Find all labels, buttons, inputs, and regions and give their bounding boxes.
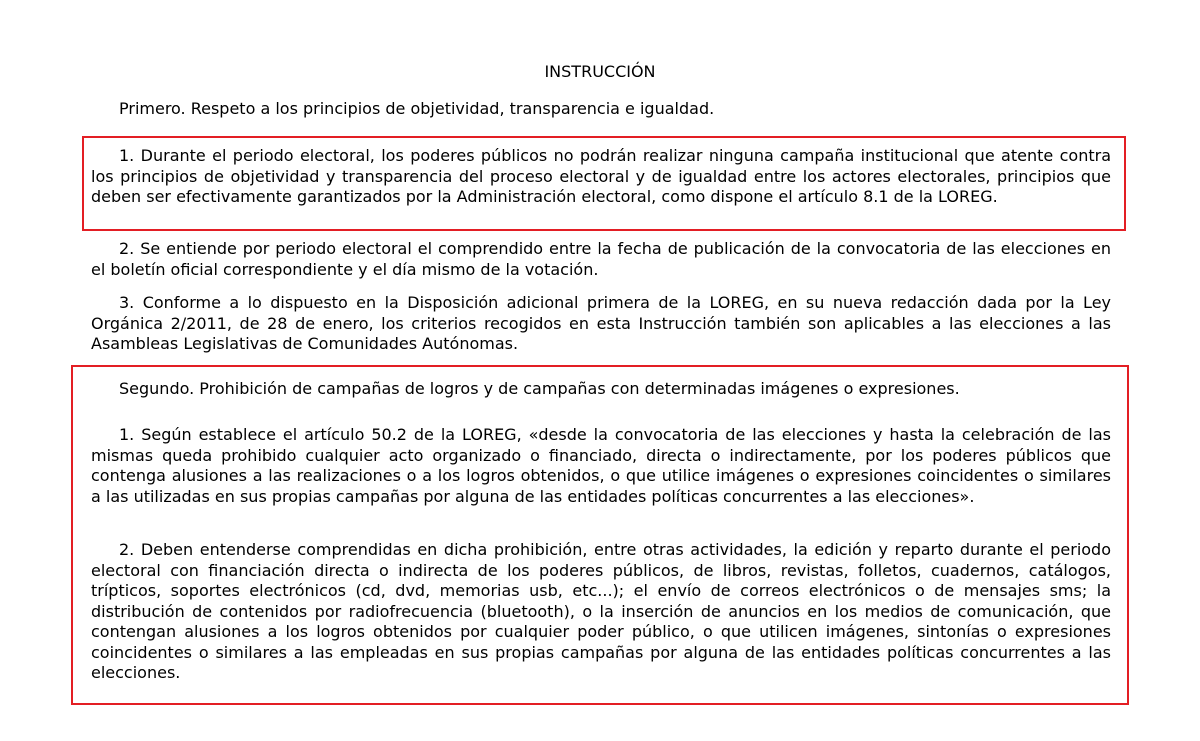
paragraph-2-2: 2. Deben entenderse comprendidas en dicha prohibición, entre otras actividades, la edición y reparto durante el periodo electoral con financiación directa o indirecta de los poderes públicos, de libros, revistas, folletos, cuadernos, catálogos, trípticos, soportes electrónicos (cd, dvd, memorias usb, etc...); el envío de correos electrónicos o de mensajes sms; la distribución de contenidos por radiofrecuencia (bluetooth), o la inserción de anuncios en los medios de comunicación, que contengan alusiones a los logros obtenidos por cualquier poder público, o que utilicen imágenes, sintonías o expresiones coincidentes o similares a las empleadas en sus propias campañas por alguna de las entidades políticas concurrentes a las elecciones. — [91, 540, 1111, 682]
paragraph-1-3: 3. Conforme a lo dispuesto en la Disposición adicional primera de la LOREG, en su nueva redacción dada por la Ley Orgánica 2/2011, de 28 de enero, los criterios recogidos en esta Instrucción también son aplicables a las elecciones a las Asambleas Legislativas de Comunidades Autónomas. — [91, 293, 1111, 353]
paragraph-1-1: 1. Durante el periodo electoral, los poderes públicos no podrán realizar ninguna campaña institucional que atente contra los principios de objetividad y transparencia del proceso electoral y de igualdad entre los actores electorales, principios que deben ser efectivamente garantizados por la Administración electoral, como dispone el artículo 8.1 de la LOREG. — [91, 146, 1111, 206]
document-title: INSTRUCCIÓN — [544, 62, 656, 81]
paragraph-2-1: 1. Según establece el artículo 50.2 de la LOREG, «desde la convocatoria de las elecciones y hasta la celebración de las mismas queda prohibido cualquier acto organizado o financiado, directa o indirectamente, por los poderes públicos que contenga alusiones a las realizaciones o a los logros obtenidos, o que utilice imágenes o expresiones coincidentes o similares a las utilizadas en sus propias campañas por alguna de las entidades políticas concurrentes a las elecciones». — [91, 425, 1111, 506]
section-heading-segundo: Segundo. Prohibición de campañas de logros y de campañas con determinadas imágenes o expresiones. — [119, 379, 960, 398]
paragraph-1-2: 2. Se entiende por periodo electoral el comprendido entre la fecha de publicación de la convocatoria de las elecciones en el boletín oficial correspondiente y el día mismo de la votación. — [91, 239, 1111, 279]
section-heading-primero: Primero. Respeto a los principios de objetividad, transparencia e igualdad. — [119, 99, 715, 118]
